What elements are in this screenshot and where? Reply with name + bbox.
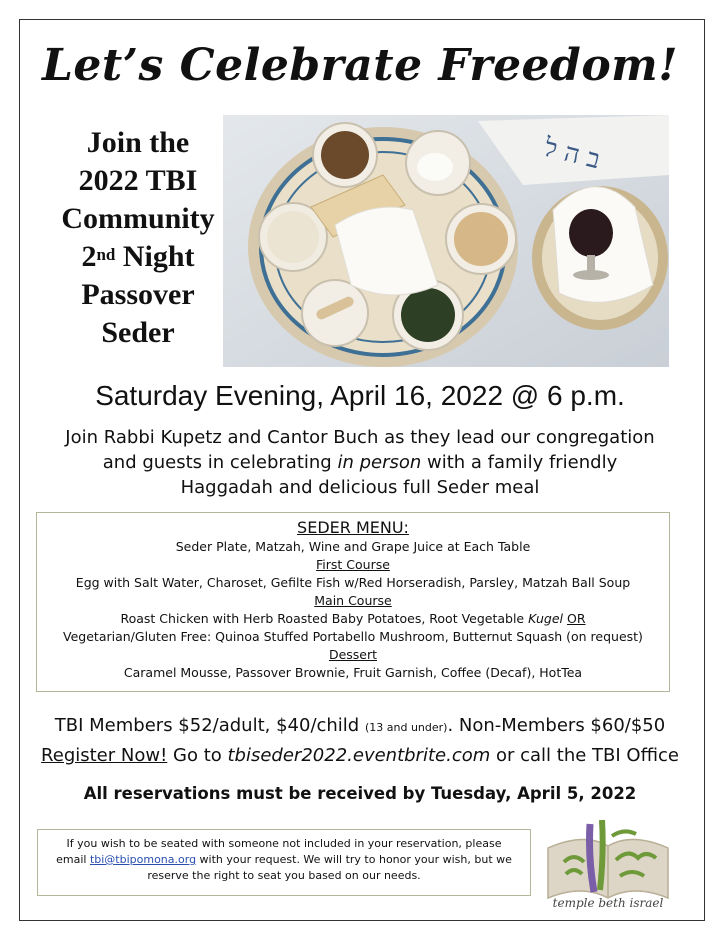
seating-note [37,829,531,896]
menu-heading: SEDER MENU: [297,518,409,537]
night-number: 2 [81,240,97,273]
eventbrite-link[interactable]: tbiseder2022.eventbrite.com [227,745,491,766]
dessert-items: Caramel Mousse, Passover Brownie, Fruit Garnish, Coffee (Decaf), HotTea [123,665,583,680]
email-link[interactable]: tbi@tbipomona.org [89,853,197,866]
night-word: Night [115,240,195,273]
pricing-line: TBI Members $52/adult, $40/child (13 and under). Non-Members $60/$50 [54,715,666,736]
register-link[interactable]: Register Now! [41,745,168,766]
join-line-6: Seder [101,316,175,349]
description-line-2: and guests in celebrating in person with a family friendly [102,452,618,473]
seder-plate-photo [223,115,669,367]
event-description [20,425,700,500]
join-line-1: Join the [86,126,190,159]
event-date: Saturday Evening, April 16, 2022 @ 6 p.m. [95,380,625,411]
register-line: Register Now! Go to tbiseder2022.eventbrite.com or call the TBI Office [41,745,679,766]
svg-text:ב ה ל: ב ה ל [541,132,604,176]
night-suffix: nd [96,245,116,264]
main-course-heading: Main Course [314,593,392,608]
description-line-3: Haggadah and delicious full Seder meal [180,477,540,498]
note-line-3: reserve the right to seat you based on our needs. [147,869,421,882]
age-note: (13 and under) [364,721,448,734]
first-course-items: Egg with Salt Water, Charoset, Gefilte Fish w/Red Horseradish, Parsley, Matzah Ball Soup [75,575,631,590]
join-line-3: Community [61,202,215,235]
join-line-2: 2022 TBI [78,164,198,197]
dessert-heading: Dessert [328,647,378,662]
event-heading [38,124,238,352]
page-title: Let’s Celebrate Freedom! [41,40,679,91]
or-text: OR [566,611,586,626]
note-line-1: If you wish to be seated with someone not included in your reservation, please [66,837,502,850]
first-course-heading: First Course [316,557,390,572]
seder-plate-illustration [223,115,669,367]
menu-intro: Seder Plate, Matzah, Wine and Grape Juice at Each Table [175,539,531,554]
pricing-info [20,712,700,770]
vegetarian-option: Vegetarian/Gluten Free: Quinoa Stuffed Portabello Mushroom, Butternut Squash (on request) [63,629,643,644]
temple-logo-text: temple beth israel [552,896,664,910]
main-course-items: Roast Chicken with Herb Roasted Baby Potatoes, Root Vegetable Kugel OR [120,611,586,626]
seder-menu-box [36,512,670,692]
note-line-2: email tbi@tbipomona.org with your request. We will try to honor your wish, but we [56,853,512,866]
in-person-text: in person [337,452,422,473]
join-line-4 [38,238,238,276]
reservation-deadline: All reservations must be received by Tuesday, April 5, 2022 [83,784,637,803]
join-line-5: Passover [81,278,195,311]
description-line-1: Join Rabbi Kupetz and Cantor Buch as they lead our congregation [65,427,655,448]
kugel-text: Kugel [528,611,563,626]
